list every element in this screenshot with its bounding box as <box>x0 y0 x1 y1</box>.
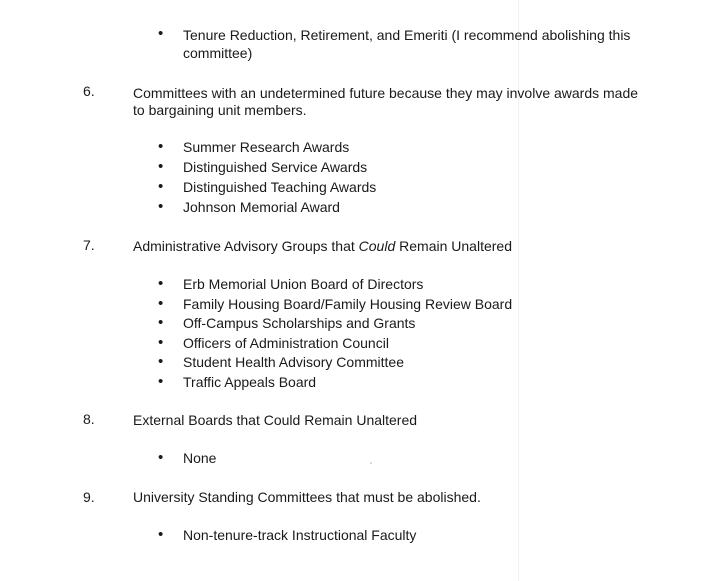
list-item: Student Health Advisory Committee <box>183 354 404 370</box>
section-7-heading-emphasis: Could <box>358 238 396 254</box>
bullet-marker: • <box>158 314 164 331</box>
list-item: Distinguished Teaching Awards <box>183 179 377 195</box>
list-item: Non-tenure-track Instructional Faculty <box>183 527 417 543</box>
bullet-marker: • <box>158 178 164 195</box>
list-item: None <box>183 450 217 466</box>
top-item-line2: committee) <box>183 45 253 61</box>
bullet-marker: • <box>158 526 164 543</box>
section-7-heading-pre: Administrative Advisory Groups that <box>133 238 359 254</box>
bullet-marker: • <box>158 198 164 215</box>
bullet-marker: • <box>158 275 164 292</box>
list-item: Johnson Memorial Award <box>183 199 340 215</box>
list-item: Traffic Appeals Board <box>183 374 317 390</box>
section-7-heading-post: Remain Unaltered <box>395 238 512 254</box>
section-9-number: 9. <box>83 489 95 505</box>
section-7-heading <box>133 237 512 257</box>
bullet-marker: • <box>158 353 164 370</box>
section-7-number: 7. <box>83 237 95 253</box>
bullet-marker: • <box>158 25 164 42</box>
section-8-heading: External Boards that Could Remain Unaltered <box>133 412 418 428</box>
bullet-marker: • <box>158 138 164 155</box>
bullet-marker: • <box>158 449 164 466</box>
top-item-line1: Tenure Reduction, Retirement, and Emeriti (I recommend abolishing this <box>183 27 631 43</box>
scan-speck <box>370 462 372 464</box>
list-item: Distinguished Service Awards <box>183 159 368 175</box>
bullet-marker: • <box>158 373 164 390</box>
section-6-number: 6. <box>83 83 95 99</box>
list-item: Summer Research Awards <box>183 139 350 155</box>
section-9-heading: University Standing Committees that must be abolished. <box>133 489 481 505</box>
bullet-marker: • <box>158 158 164 175</box>
list-item: Officers of Administration Council <box>183 335 389 351</box>
section-8-number: 8. <box>83 411 95 427</box>
section-6-heading-line2: to bargaining unit members. <box>133 102 307 118</box>
list-item: Erb Memorial Union Board of Directors <box>183 276 424 292</box>
list-item: Family Housing Board/Family Housing Review Board <box>183 296 513 312</box>
section-6-heading-line1: Committees with an undetermined future because they may involve awards made <box>133 85 639 101</box>
list-item: Off-Campus Scholarships and Grants <box>183 315 416 331</box>
bullet-marker: • <box>158 334 164 351</box>
bullet-marker: • <box>158 295 164 312</box>
